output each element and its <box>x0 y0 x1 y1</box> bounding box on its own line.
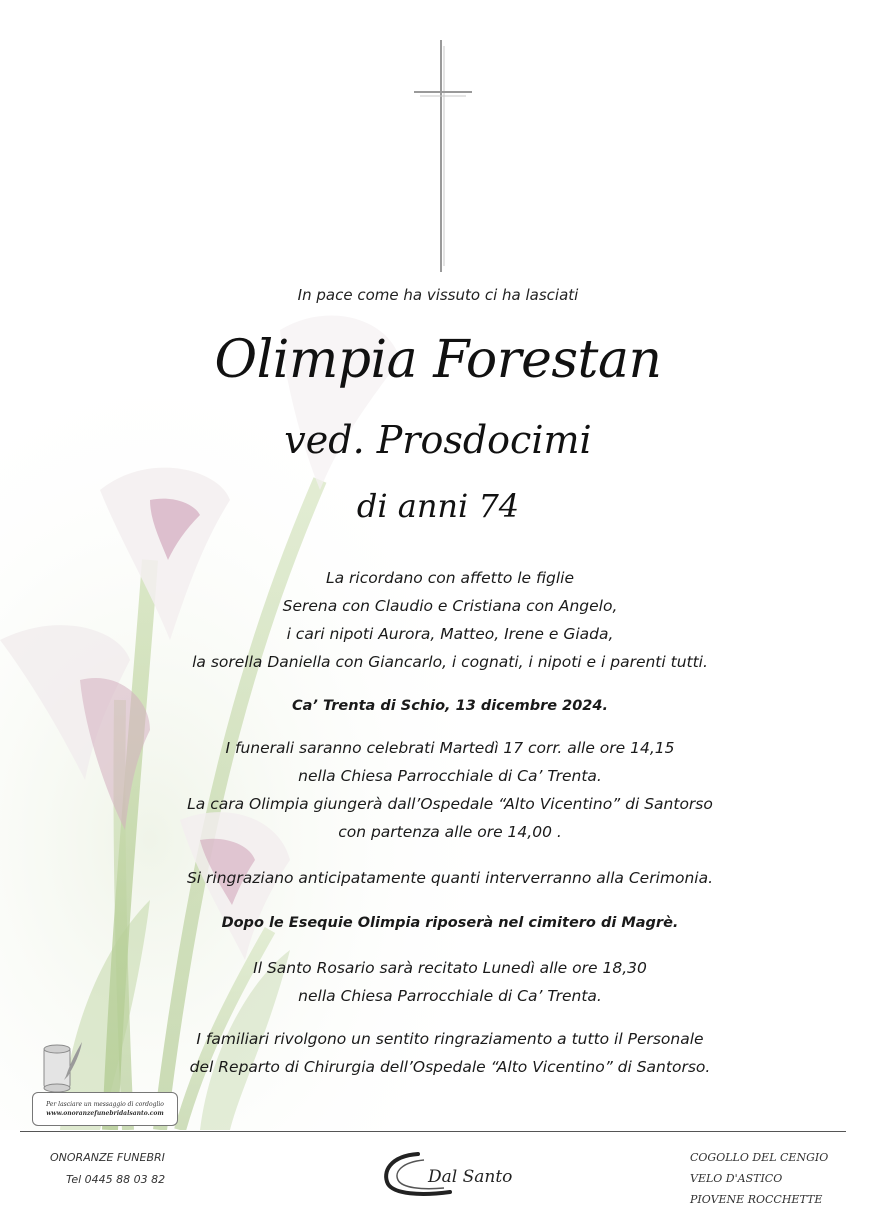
rosary-line: Il Santo Rosario sarà recitato Lunedì alle ore 18,30 <box>253 959 647 977</box>
staff-thanks-line: I familiari rivolgono un sentito ringraziamento a tutto il Personale <box>196 1030 704 1048</box>
scroll-quill-icon <box>36 1040 86 1096</box>
funeral-details <box>100 734 800 846</box>
family-line: la sorella Daniella con Giancarlo, i cognati, i nipoti e i parenti tutti. <box>192 653 708 671</box>
family-announcement <box>100 564 800 676</box>
dal-santo-logo <box>380 1148 522 1200</box>
footer-town: VELO D'ASTICO <box>690 1172 783 1185</box>
footer-towns <box>690 1147 828 1210</box>
rosary-line: nella Chiesa Parrocchiale di Ca’ Trenta. <box>298 987 602 1005</box>
footer-town: PIOVENE ROCCHETTE <box>690 1193 823 1206</box>
footer-company-title: ONORANZE FUNEBRI <box>50 1151 165 1164</box>
thanks-text: Si ringraziano anticipatamente quanti interverranno alla Cerimonia. <box>186 869 714 887</box>
footer-divider <box>20 1131 846 1132</box>
family-line: i cari nipoti Aurora, Matteo, Irene e Giada, <box>286 625 614 643</box>
family-line: Serena con Claudio e Cristiana con Angelo, <box>282 597 618 615</box>
condolence-message-card[interactable] <box>32 1092 178 1126</box>
funeral-line: La cara Olimpia giungerà dall’Ospedale “Alto Vicentino” di Santorso <box>187 795 713 813</box>
cross-icon <box>0 0 876 290</box>
footer-contact <box>50 1147 165 1191</box>
date-place: Ca’ Trenta di Schio, 13 dicembre 2024. <box>292 698 608 714</box>
intro-text: In pace come ha vissuto ci ha lasciati <box>297 286 579 304</box>
funeral-line: con partenza alle ore 14,00 . <box>338 823 562 841</box>
staff-thanks-line: del Reparto di Chirurgia dell’Ospedale “Alto Vicentino” di Santorso. <box>189 1058 711 1076</box>
condolence-card-caption: Per lasciare un messaggio di cordoglio <box>46 1101 164 1108</box>
burial-text: Dopo le Esequie Olimpia riposerà nel cimitero di Magrè. <box>221 915 679 931</box>
footer-town: COGOLLO DEL CENGIO <box>690 1151 829 1164</box>
age-text: di anni 74 <box>356 487 520 525</box>
funeral-line: nella Chiesa Parrocchiale di Ca’ Trenta. <box>298 767 602 785</box>
funeral-line: I funerali saranno celebrati Martedì 17 corr. alle ore 14,15 <box>225 739 675 757</box>
logo-text: Dal Santo <box>428 1167 513 1187</box>
deceased-name: Olimpia Forestan <box>214 330 662 390</box>
married-name: ved. Prosdocimi <box>284 418 592 462</box>
footer-phone: Tel 0445 88 03 82 <box>66 1173 166 1186</box>
staff-thanks <box>100 1025 800 1081</box>
condolence-card-url[interactable]: www.onoranzefunebridalsanto.com <box>46 1110 164 1117</box>
family-line: La ricordano con affetto le figlie <box>326 569 574 587</box>
rosary-details <box>100 954 800 1010</box>
